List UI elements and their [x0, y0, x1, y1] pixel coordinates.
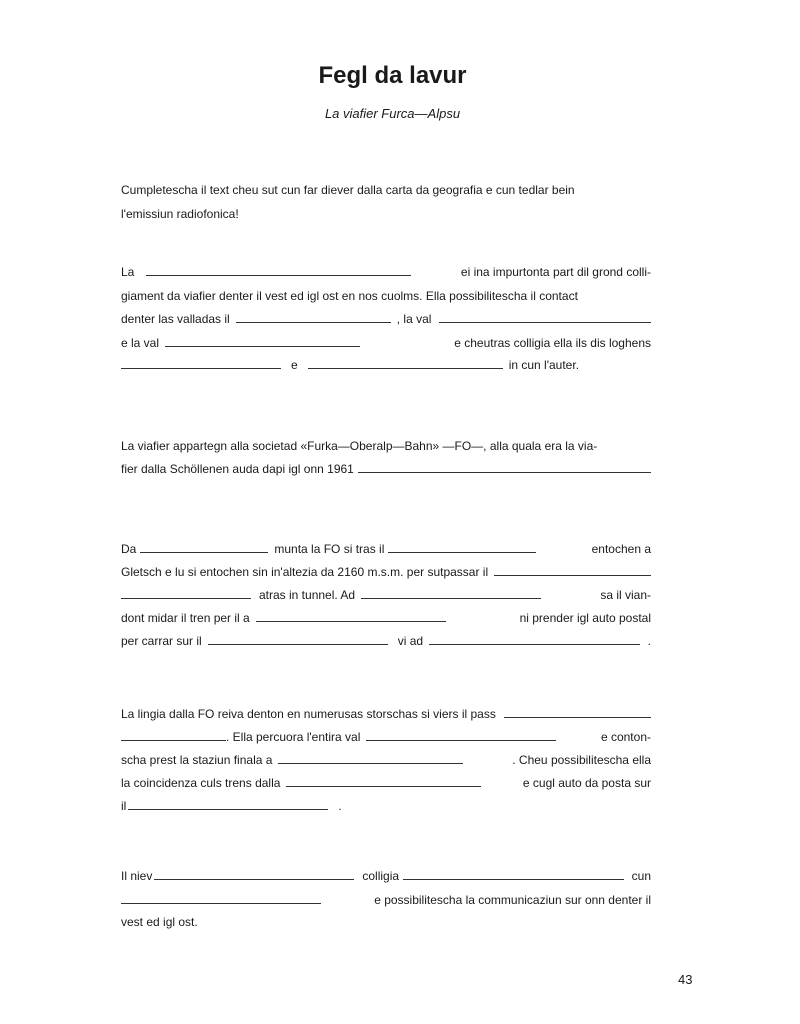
blank-field[interactable]: [121, 598, 251, 599]
p2-text: fier dalla Schöllenen auda dapi igl onn 1961: [121, 462, 354, 476]
blank-field[interactable]: [439, 322, 651, 323]
blank-field[interactable]: [286, 786, 481, 787]
p4-text: scha prest la staziun finala a: [121, 753, 273, 767]
p1-line-4: [121, 335, 651, 351]
p3-text: entochen a: [591, 542, 651, 556]
p4-line-1: [121, 706, 651, 722]
p1-line-2: [121, 288, 651, 304]
p3-text: sa il vian-: [600, 588, 651, 602]
p5-text: colligia: [362, 869, 400, 883]
p1-line-3: [121, 311, 651, 327]
blank-field[interactable]: [504, 717, 651, 718]
p5-text: cun: [631, 869, 651, 883]
p3-line-5: [121, 633, 651, 649]
blank-field[interactable]: [308, 368, 503, 369]
p1-text: La: [121, 265, 135, 279]
p4-line-4: [121, 775, 651, 791]
p1-text: ei ina impurtonta part dil grond colli-: [460, 265, 651, 279]
instructions-text: Cumpletescha il text cheu sut cun far diever dalla carta da geografia e cun tedlar bein: [121, 183, 575, 197]
p1-text: , la val: [396, 312, 432, 326]
blank-field[interactable]: [121, 903, 321, 904]
blank-field[interactable]: [494, 575, 651, 576]
blank-field[interactable]: [165, 346, 360, 347]
blank-field[interactable]: [358, 472, 651, 473]
p5-text: vest ed igl ost.: [121, 915, 198, 929]
p4-text: il: [121, 799, 127, 813]
p5-line-1: [121, 868, 651, 884]
p3-text: vi ad: [397, 634, 424, 648]
instructions-text: l'emissiun radiofonica!: [121, 207, 239, 221]
p1-text: in cun l'auter.: [508, 358, 580, 372]
p4-text: la coincidenza culs trens dalla: [121, 776, 281, 790]
p4-text: e cugl auto da posta sur: [522, 776, 651, 790]
p4-line-5: [121, 798, 651, 814]
blank-field[interactable]: [361, 598, 541, 599]
p3-text: munta la FO si tras il: [274, 542, 385, 556]
p5-line-3: [121, 914, 651, 930]
p1-line-5: [121, 357, 651, 373]
blank-field[interactable]: [128, 809, 328, 810]
blank-field[interactable]: [121, 368, 281, 369]
p1-text: giament da viafier denter il vest ed igl ost en nos cuolms. Ella possibilitescha il contact: [121, 289, 578, 303]
instructions-line-2: [121, 206, 651, 222]
p3-text: dont midar il tren per il a: [121, 611, 250, 625]
p3-text: ni prender igl auto postal: [519, 611, 651, 625]
p4-text: .: [338, 799, 342, 813]
p1-text: denter las valladas il: [121, 312, 230, 326]
p2-line-1: [121, 438, 651, 454]
page-subtitle: La viafier Furca—Alpsu: [324, 106, 461, 121]
p3-text: Da: [121, 542, 137, 556]
p4-text: La lingia dalla FO reiva denton en numerusas storschas si viers il pass: [121, 707, 496, 721]
p3-text: .: [647, 634, 651, 648]
blank-field[interactable]: [208, 644, 388, 645]
blank-field[interactable]: [403, 879, 624, 880]
p2-text: La viafier appartegn alla societad «Furka—Oberalp—Bahn» —FO—, alla quala era la via-: [121, 439, 598, 453]
p3-text: Gletsch e lu si entochen sin in'altezia da 2160 m.s.m. per sutpassar il: [121, 565, 489, 579]
p4-line-2: [121, 729, 651, 745]
p4-text: e conton-: [600, 730, 651, 744]
instructions-line-1: [121, 182, 651, 198]
blank-field[interactable]: [154, 879, 354, 880]
p4-line-3: [121, 752, 651, 768]
p3-line-3: [121, 587, 651, 603]
blank-field[interactable]: [140, 552, 268, 553]
blank-field[interactable]: [236, 322, 391, 323]
p3-line-1: [121, 541, 651, 557]
blank-field[interactable]: [256, 621, 446, 622]
p4-text: . Ella percuora l'entira val: [226, 730, 361, 744]
blank-field[interactable]: [121, 740, 226, 741]
blank-field[interactable]: [146, 275, 411, 276]
p4-text: . Cheu possibilitescha ella: [512, 753, 651, 767]
p3-text: atras in tunnel. Ad: [259, 588, 356, 602]
p1-text: e: [291, 358, 298, 372]
blank-field[interactable]: [278, 763, 463, 764]
p3-line-2: [121, 564, 651, 580]
page-number: 43: [678, 972, 693, 987]
p5-text: e possibilitescha la communicaziun sur onn denter il: [374, 893, 651, 907]
blank-field[interactable]: [388, 552, 536, 553]
p1-text: e cheutras colligia ella ils dis loghens: [454, 336, 651, 350]
page-title: Fegl da lavur: [318, 62, 467, 89]
p2-line-2: [121, 461, 651, 477]
blank-field[interactable]: [366, 740, 556, 741]
p1-line-1: [121, 264, 651, 280]
p5-line-2: [121, 892, 651, 908]
p1-text: e la val: [121, 336, 160, 350]
p5-text: Il niev: [121, 869, 153, 883]
p3-line-4: [121, 610, 651, 626]
blank-field[interactable]: [429, 644, 640, 645]
p3-text: per carrar sur il: [121, 634, 202, 648]
